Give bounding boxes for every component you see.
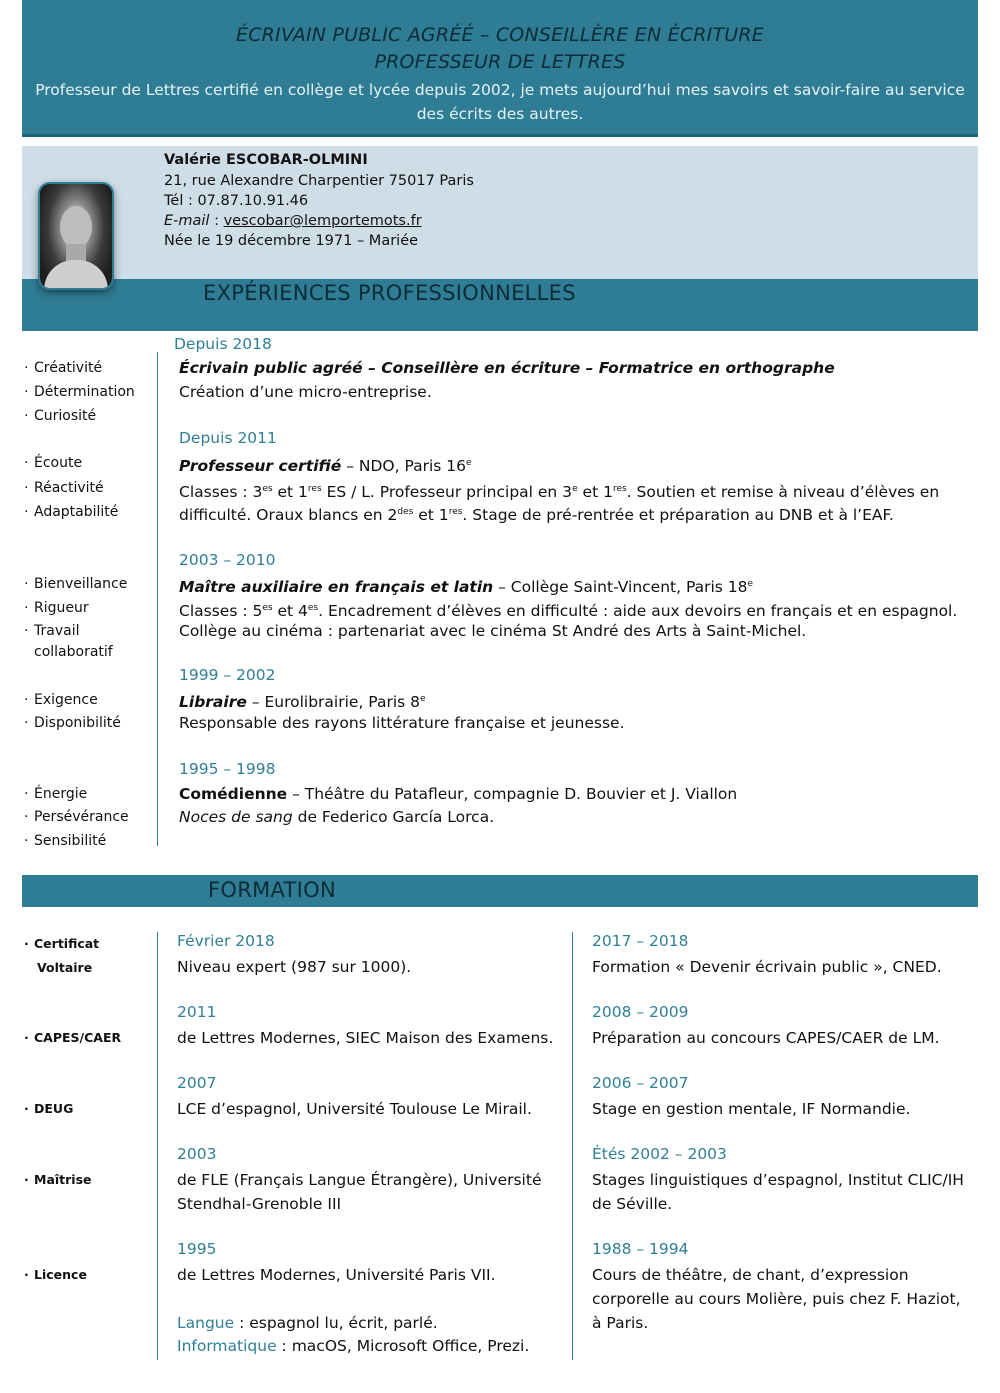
formation-label: · Certificat	[24, 936, 100, 951]
experience-title: Comédienne – Théâtre du Patafleur, compagnie D. Bouvier et J. Viallon	[179, 785, 738, 803]
identity-address: 21, rue Alexandre Charpentier 75017 Paris	[164, 173, 474, 189]
formation-date: 2017 – 2018	[592, 932, 689, 950]
identity-phone: Tél : 07.87.10.91.46	[164, 193, 309, 209]
experience-section-bar	[22, 279, 978, 331]
formation-label: · DEUG	[24, 1101, 74, 1116]
formation-date: Étés 2002 – 2003	[592, 1145, 727, 1163]
experience-title: Libraire – Eurolibrairie, Paris 8e	[179, 693, 426, 712]
formation-software: Informatique : macOS, Microsoft Office, Prezi.	[177, 1337, 530, 1355]
formation-language: Langue : espagnol lu, écrit, parlé.	[177, 1314, 438, 1332]
experience-desc: Responsable des rayons littérature française et jeunesse.	[179, 714, 625, 732]
experience-title: Écrivain public agréé – Conseillère en écriture – Formatrice en orthographe	[179, 359, 835, 377]
skill-item: · Bienveillance	[24, 576, 128, 592]
experience-title: Maître auxiliaire en français et latin – Collège Saint-Vincent, Paris 18e	[179, 578, 754, 597]
formation-desc: LCE d’espagnol, Université Toulouse Le Mirail.	[177, 1100, 532, 1118]
formation-desc: Stages linguistiques d’espagnol, Institut CLIC/IH	[592, 1171, 964, 1189]
identity-email-line	[164, 213, 422, 229]
header-title-line1: ÉCRIVAIN PUBLIC AGRÉÉ – CONSEILLÈRE EN ÉCRITURE	[235, 24, 765, 46]
skill-item: · Énergie	[24, 786, 88, 802]
formation-date: 2007	[177, 1074, 217, 1092]
experience-desc: Classes : $5^{es}$ et $4^{es}$. Encadrement d’élèves en difficulté : aide aux devoirs en français et en espagnol.	[179, 602, 958, 621]
skill-item: · Curiosité	[24, 408, 97, 424]
experience-date: Depuis 2011	[179, 429, 277, 447]
formation-desc: à Paris.	[592, 1314, 649, 1332]
formation-date: 1995	[177, 1240, 217, 1258]
formation-date: Février 2018	[177, 932, 275, 950]
formation-date: 2011	[177, 1003, 217, 1021]
experience-title: Professeur certifié – NDO, Paris 16e	[179, 457, 472, 476]
identity-birth: Née le 19 décembre 1971 – Mariée	[164, 233, 419, 249]
formation-desc: Cours de théâtre, de chant, d’expression	[592, 1266, 909, 1284]
header-title-line2: PROFESSEUR DE LETTRES	[374, 51, 626, 73]
skill-item: · Écoute	[24, 455, 83, 471]
experience-desc: Création d’une micro-entreprise.	[179, 383, 432, 401]
experience-desc: Noces de sang de Federico García Lorca.	[179, 808, 495, 826]
skill-item: · Adaptabilité	[24, 504, 119, 520]
formation-desc: Stendhal-Grenoble III	[177, 1195, 342, 1213]
formation-label: · Licence	[24, 1267, 87, 1282]
experience-heading: EXPÉRIENCES PROFESSIONNELLES	[203, 281, 576, 305]
formation-desc: de Lettres Modernes, SIEC Maison des Examens.	[177, 1029, 554, 1047]
skill-item: collaboratif	[34, 644, 113, 660]
skill-item: · Réactivité	[24, 480, 104, 496]
experience-date: 1995 – 1998	[179, 760, 276, 778]
skill-item: · Rigueur	[24, 600, 89, 616]
formation-desc: Préparation au concours CAPES/CAER de LM.	[592, 1029, 940, 1047]
formation-date: 2008 – 2009	[592, 1003, 689, 1021]
formation-desc: corporelle au cours Molière, puis chez F. Haziot,	[592, 1290, 961, 1308]
formation-desc: Formation « Devenir écrivain public », CNED.	[592, 958, 942, 976]
identity-box	[22, 146, 978, 280]
email-link[interactable]: vescobar@lemportemots.fr	[223, 213, 422, 229]
formation-desc: de Lettres Modernes, Université Paris VII.	[177, 1266, 496, 1284]
identity-name: Valérie ESCOBAR-OLMINI	[164, 152, 368, 168]
formation-desc: de Séville.	[592, 1195, 673, 1213]
skill-item: · Persévérance	[24, 809, 129, 825]
experience-date: Depuis 2018	[174, 335, 272, 353]
skill-item: · Détermination	[24, 384, 135, 400]
experience-date: 1999 – 2002	[179, 666, 276, 684]
formation-label: · Maîtrise	[24, 1172, 92, 1187]
profile-photo	[38, 182, 114, 290]
experience-desc: Classes : $3^{es}$ et 1res ES / L. Professeur principal en 3e et 1res. Soutien et remise à niveau d’élèves en	[179, 483, 940, 502]
header-intro: Professeur de Lettres certifié en collège et lycée depuis 2002, je mets aujourd’hui mes savoirs et savoir-faire au service des écrits des autres.	[35, 81, 965, 123]
experience-date: 2003 – 2010	[179, 551, 276, 569]
email-label: E-mail	[164, 213, 210, 229]
formation-desc: Stage en gestion mentale, IF Normandie.	[592, 1100, 911, 1118]
skill-item: · Disponibilité	[24, 715, 121, 731]
skill-item: · Travail	[24, 623, 80, 639]
formation-date: 2003	[177, 1145, 217, 1163]
formation-date: 1988 – 1994	[592, 1240, 689, 1258]
formation-label: Voltaire	[37, 960, 93, 975]
header-banner	[22, 0, 978, 137]
email-separator: :	[209, 213, 224, 229]
skill-item: · Créativité	[24, 360, 103, 376]
formation-desc: de FLE (Français Langue Étrangère), Université	[177, 1171, 542, 1189]
formation-date: 2006 – 2007	[592, 1074, 689, 1092]
skill-item: · Exigence	[24, 692, 98, 708]
formation-divider-left	[157, 932, 158, 1360]
skill-item: · Sensibilité	[24, 833, 107, 849]
experience-desc: Collège au cinéma : partenariat avec le cinéma St André des Arts à Saint-Michel.	[179, 622, 807, 640]
formation-label: · CAPES/CAER	[24, 1030, 122, 1045]
experience-desc: difficulté. Oraux blancs en $2^{des}$ et 1res. Stage de pré-rentrée et préparation au DNB et à l’EAF.	[179, 506, 894, 525]
formation-desc: Niveau expert (987 sur 1000).	[177, 958, 412, 976]
formation-heading: FORMATION	[208, 878, 337, 902]
formation-section-bar	[22, 875, 978, 907]
experience-divider	[157, 352, 158, 846]
formation-divider-right	[572, 932, 573, 1360]
